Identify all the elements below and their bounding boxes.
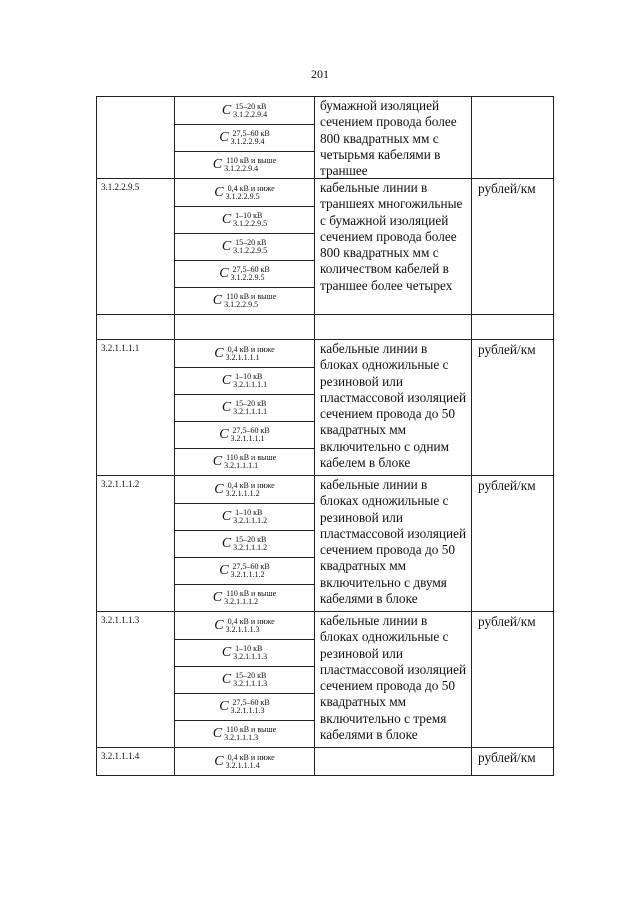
rate-index: 3.1.2.2.9.5 <box>225 191 260 201</box>
rate-index: 3.2.1.1.1.3 <box>225 624 260 634</box>
rate-voltage: 110 кВ и выше <box>226 589 277 598</box>
rate-index: 3.2.1.1.1.1 <box>233 380 268 389</box>
rate-formula <box>175 448 314 475</box>
rate-scripts <box>231 563 270 579</box>
row-unit: рублей/км <box>478 342 536 357</box>
rate-scripts <box>231 130 270 146</box>
rate-scripts <box>231 699 270 715</box>
row-unit: рублей/км <box>478 614 536 629</box>
rate-voltage: 15–20 кВ <box>235 238 267 247</box>
rate-label <box>214 185 274 201</box>
rate-formula <box>175 124 314 151</box>
rate-cell <box>175 748 315 775</box>
rate-index: 3.2.1.1.1.1 <box>230 434 265 443</box>
rate-formula <box>175 233 314 260</box>
rate-scripts <box>224 590 276 606</box>
rate-voltage: 1–10 кВ <box>235 211 263 220</box>
row-code <box>97 315 175 339</box>
rate-label <box>213 454 276 470</box>
rate-index: 3.1.2.2.9.5 <box>224 300 259 309</box>
page-number: 201 <box>311 67 329 81</box>
rate-index: 3.2.1.1.1.2 <box>224 597 259 606</box>
rate-symbol: C <box>219 563 229 578</box>
rate-symbol: C <box>221 400 232 415</box>
rate-voltage: 27,5–60 кВ <box>232 562 270 571</box>
rate-scripts <box>226 754 275 770</box>
rate-formula <box>175 367 314 394</box>
rate-voltage: 110 кВ и выше <box>226 725 277 734</box>
rate-scripts <box>231 427 270 443</box>
rate-voltage: 0,4 кВ и ниже <box>227 344 275 354</box>
rate-symbol: C <box>221 672 232 687</box>
rate-index: 3.2.1.1.1.2 <box>233 543 268 552</box>
row-description <box>315 315 472 339</box>
rate-scripts <box>231 266 270 282</box>
rate-scripts <box>224 293 276 309</box>
row-code: 3.2.1.1.1.4 <box>97 748 175 775</box>
rate-scripts <box>233 645 267 661</box>
rate-formula <box>175 584 314 611</box>
rate-symbol: C <box>219 427 229 442</box>
rate-symbol: C <box>219 699 229 714</box>
rate-symbol: C <box>214 753 224 769</box>
table-row <box>97 747 553 775</box>
rate-scripts <box>233 509 267 525</box>
rate-index: 3.2.1.1.1.3 <box>224 733 259 742</box>
rate-voltage: 110 кВ и выше <box>226 453 277 462</box>
rate-cell <box>175 612 315 747</box>
rate-symbol: C <box>221 212 232 227</box>
rate-scripts <box>233 400 267 416</box>
rate-symbol: C <box>212 726 223 741</box>
rate-label <box>222 645 267 661</box>
rate-voltage: 0,4 кВ и ниже <box>227 752 275 762</box>
rate-formula <box>175 421 314 448</box>
row-code: 3.2.1.1.1.3 <box>97 612 175 747</box>
rate-symbol: C <box>219 130 229 145</box>
tariff-table <box>96 96 554 776</box>
rate-label <box>219 427 270 443</box>
rate-symbol: C <box>214 481 224 497</box>
row-description: кабельные линии в блоках одножильные с резиновой или пластмассовой изоляцией сечением провода до 50 квадратных мм включительно с тремя кабелями в блоке <box>315 612 472 747</box>
rate-voltage: 1–10 кВ <box>235 372 263 381</box>
rate-label <box>213 157 276 173</box>
rate-voltage: 15–20 кВ <box>235 399 267 408</box>
row-description: кабельные линии в блоках одножильные с резиновой или пластмассовой изоляцией сечением провода до 50 квадратных мм включительно с одним кабелем в блоке <box>315 340 472 475</box>
rate-voltage: 27,5–60 кВ <box>232 426 270 435</box>
table-row <box>97 178 553 314</box>
rate-cell <box>175 179 315 314</box>
rate-label <box>219 266 270 282</box>
rate-scripts <box>224 454 276 470</box>
row-code <box>97 97 175 178</box>
row-code: 3.1.2.2.9.5 <box>97 179 175 314</box>
rate-voltage: 27,5–60 кВ <box>232 129 270 138</box>
table-row <box>97 339 553 475</box>
rate-formula <box>175 693 314 720</box>
rate-symbol: C <box>212 590 223 605</box>
row-code: 3.2.1.1.1.2 <box>97 476 175 611</box>
rate-symbol: C <box>212 157 223 172</box>
rate-formula <box>175 260 314 287</box>
rate-scripts <box>233 239 267 255</box>
rate-symbol: C <box>221 239 232 254</box>
rate-formula <box>175 476 314 503</box>
rate-symbol: C <box>221 645 232 660</box>
row-unit: рублей/км <box>478 181 536 196</box>
row-description: кабельные линии в траншеях многожильные с бумажной изоляцией сечением провода более 800 квадратных мм с количеством кабелей в траншее более четырех <box>315 179 472 314</box>
rate-symbol: C <box>221 373 232 388</box>
rate-scripts <box>226 482 275 498</box>
rate-scripts <box>233 536 267 552</box>
rate-cell <box>175 97 315 178</box>
rate-label <box>213 726 276 742</box>
rate-scripts <box>224 726 276 742</box>
rate-index: 3.2.1.1.1.4 <box>225 760 260 770</box>
rate-symbol: C <box>221 509 232 524</box>
rate-label <box>214 618 274 634</box>
rate-voltage: 15–20 кВ <box>235 671 267 680</box>
rate-label <box>222 103 267 119</box>
rate-label <box>213 590 276 606</box>
rate-formula <box>175 287 314 314</box>
rate-label <box>219 130 270 146</box>
rate-index: 3.2.1.1.1.1 <box>225 352 260 362</box>
rate-symbol: C <box>221 102 232 118</box>
rate-index: 3.1.2.2.9.4 <box>230 137 265 146</box>
rate-label <box>214 482 274 498</box>
rate-index: 3.1.2.2.9.5 <box>233 219 268 228</box>
rate-formula <box>175 503 314 530</box>
row-description <box>315 748 472 775</box>
rate-symbol: C <box>221 536 232 551</box>
rate-voltage: 110 кВ и выше <box>226 292 277 301</box>
rate-voltage: 0,4 кВ и ниже <box>227 480 275 490</box>
rate-formula <box>175 557 314 584</box>
rate-voltage: 0,4 кВ и ниже <box>227 616 275 626</box>
row-description: бумажной изоляцией сечением провода более 800 квадратных мм с четырьмя кабелями в траншее <box>315 97 472 178</box>
rate-voltage: 0,4 кВ и ниже <box>227 183 275 193</box>
rate-symbol: C <box>212 293 223 308</box>
rate-formula <box>175 179 314 206</box>
rate-cell <box>175 476 315 611</box>
rate-index: 3.1.2.2.9.4 <box>233 109 268 119</box>
rate-index: 3.2.1.1.1.3 <box>233 679 268 688</box>
rate-voltage: 15–20 кВ <box>235 535 267 544</box>
rate-label <box>213 293 276 309</box>
rate-index: 3.1.2.2.9.5 <box>233 246 268 255</box>
rate-formula <box>175 720 314 747</box>
row-unit: рублей/км <box>478 478 536 493</box>
rate-index: 3.1.2.2.9.4 <box>224 164 259 173</box>
rate-label <box>222 239 267 255</box>
rate-formula <box>175 639 314 666</box>
rate-label <box>222 373 267 389</box>
rate-formula <box>175 206 314 233</box>
rate-scripts <box>233 373 267 389</box>
rate-label <box>222 509 267 525</box>
rate-scripts <box>233 212 267 228</box>
rate-label <box>222 212 267 228</box>
rate-scripts <box>233 672 267 688</box>
rate-label <box>222 536 267 552</box>
rate-voltage: 27,5–60 кВ <box>232 698 270 707</box>
rate-voltage: 1–10 кВ <box>235 508 263 517</box>
rate-formula <box>175 612 314 639</box>
rate-index: 3.2.1.1.1.1 <box>233 407 268 416</box>
rate-voltage: 110 кВ и выше <box>226 156 277 165</box>
table-row <box>97 475 553 611</box>
table-row <box>97 611 553 747</box>
rate-formula <box>175 97 314 124</box>
rate-label <box>219 699 270 715</box>
rate-scripts <box>226 185 275 201</box>
rate-index: 3.2.1.1.1.1 <box>224 461 259 470</box>
rate-formula <box>175 530 314 557</box>
rate-index: 3.2.1.1.1.2 <box>225 488 260 498</box>
rate-symbol: C <box>212 454 223 469</box>
rate-voltage: 27,5–60 кВ <box>232 265 270 274</box>
row-unit <box>472 97 553 178</box>
row-unit: рублей/км <box>478 750 536 765</box>
row-code: 3.2.1.1.1.1 <box>97 340 175 475</box>
rate-cell <box>175 315 315 339</box>
rate-symbol: C <box>214 617 224 633</box>
row-unit <box>472 315 553 339</box>
rate-formula <box>175 748 314 775</box>
rate-voltage: 15–20 кВ <box>235 101 267 111</box>
rate-scripts <box>226 346 275 362</box>
rate-label <box>214 346 274 362</box>
rate-index: 3.2.1.1.1.2 <box>230 570 265 579</box>
rate-formula <box>175 394 314 421</box>
rate-scripts <box>233 103 267 119</box>
rate-symbol: C <box>214 345 224 361</box>
rate-label <box>219 563 270 579</box>
rate-scripts <box>224 157 276 173</box>
rate-index: 3.2.1.1.1.2 <box>233 516 268 525</box>
table-row <box>97 314 553 339</box>
rate-formula <box>175 666 314 693</box>
row-description: кабельные линии в блоках одножильные с резиновой или пластмассовой изоляцией сечением провода до 50 квадратных мм включительно с двумя кабелями в блоке <box>315 476 472 611</box>
rate-label <box>222 672 267 688</box>
rate-formula <box>175 340 314 367</box>
rate-formula <box>175 151 314 178</box>
rate-index: 3.2.1.1.1.3 <box>230 706 265 715</box>
table-row <box>97 97 553 178</box>
rate-index: 3.2.1.1.1.3 <box>233 652 268 661</box>
rate-scripts <box>226 618 275 634</box>
rate-label <box>222 400 267 416</box>
rate-index: 3.1.2.2.9.5 <box>230 273 265 282</box>
rate-cell <box>175 340 315 475</box>
rate-symbol: C <box>214 184 224 200</box>
rate-label <box>214 754 274 770</box>
rate-voltage: 1–10 кВ <box>235 644 263 653</box>
rate-symbol: C <box>219 266 229 281</box>
